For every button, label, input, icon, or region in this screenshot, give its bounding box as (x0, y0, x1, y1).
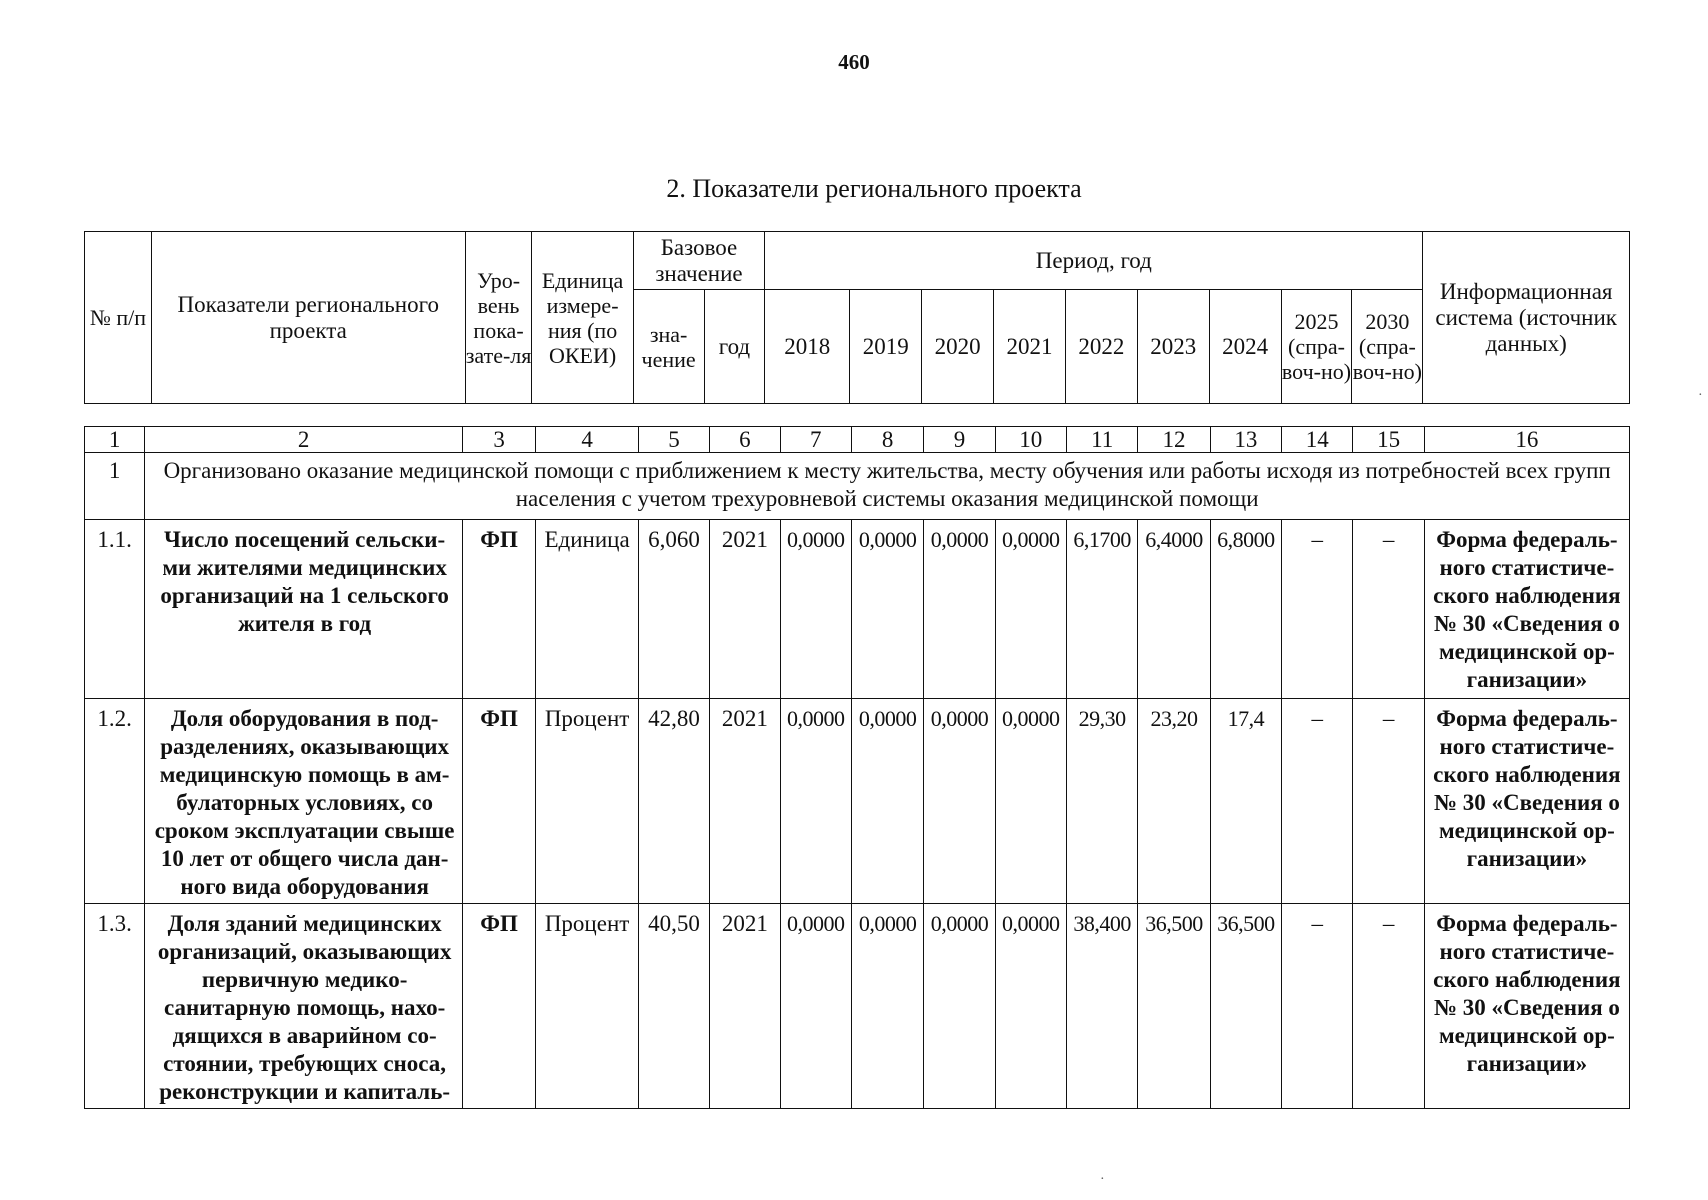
year-value: 36,500 (1210, 904, 1281, 1109)
column-number: 2 (145, 427, 463, 453)
column-number: 6 (710, 427, 780, 453)
year-value: 29,30 (1066, 699, 1137, 904)
header-year: 2022 (1065, 290, 1137, 404)
year-value: 38,400 (1066, 904, 1137, 1109)
header-year: 2024 (1209, 290, 1281, 404)
column-number: 12 (1138, 427, 1210, 453)
header-year: 2019 (850, 290, 922, 404)
indicators-table-header (84, 231, 1630, 404)
year-value: 0,0000 (924, 904, 995, 1109)
header-unit: Единица измере-ния (по ОКЕИ) (532, 232, 633, 404)
ref-2025-value: – (1282, 520, 1353, 699)
column-number: 5 (638, 427, 709, 453)
year-value: 0,0000 (924, 699, 995, 904)
base-value: 42,80 (638, 699, 709, 904)
column-number: 7 (780, 427, 851, 453)
header-year: 2020 (922, 290, 994, 404)
header-year: 2018 (765, 290, 850, 404)
page-number: 460 (838, 50, 870, 74)
column-number: 15 (1353, 427, 1424, 453)
year-value: 0,0000 (851, 904, 923, 1109)
column-number: 13 (1210, 427, 1281, 453)
row-number: 1.3. (85, 904, 145, 1109)
year-value: 17,4 (1210, 699, 1281, 904)
header-no: № п/п (85, 232, 152, 404)
table-row (85, 520, 1630, 699)
base-year: 2021 (710, 699, 780, 904)
header-info-system: Информационная система (источник данных) (1423, 232, 1630, 404)
year-value: 6,4000 (1138, 520, 1210, 699)
year-value: 6,1700 (1066, 520, 1137, 699)
scan-speck: · (1100, 1172, 1105, 1187)
header-base-year: год (704, 290, 765, 404)
header-level: Уро-вень пока-зате-ля (465, 232, 532, 404)
header-year: 2021 (994, 290, 1066, 404)
year-value: 0,0000 (851, 520, 923, 699)
indicators-table-body (84, 426, 1630, 1109)
year-value: 0,0000 (780, 904, 851, 1109)
section-number: 1 (85, 453, 145, 520)
info-source: Форма федераль-ного статистиче-ского наблюдения № 30 «Сведения о медицинской ор-ганизации» (1424, 904, 1629, 1109)
column-number: 14 (1282, 427, 1353, 453)
header-ref-2030: 2030 (спра-воч-но) (1352, 290, 1423, 404)
ref-2025-value: – (1282, 699, 1353, 904)
column-number: 8 (851, 427, 923, 453)
base-value: 6,060 (638, 520, 709, 699)
column-numbers-row (85, 427, 1630, 453)
column-number: 16 (1424, 427, 1629, 453)
row-number: 1.2. (85, 699, 145, 904)
header-base: Базовое значение (633, 232, 765, 290)
column-number: 4 (536, 427, 639, 453)
base-year: 2021 (710, 520, 780, 699)
column-number: 3 (462, 427, 535, 453)
year-value: 23,20 (1138, 699, 1210, 904)
ref-2025-value: – (1282, 904, 1353, 1109)
section-row (85, 453, 1630, 520)
scan-speck: · (1698, 388, 1703, 403)
table-row (85, 904, 1630, 1109)
year-value: 0,0000 (995, 520, 1066, 699)
page-title: 2. Показатели регионального проекта (666, 174, 1082, 203)
indicator-level: ФП (462, 520, 535, 699)
indicator-unit: Процент (536, 904, 639, 1109)
info-source: Форма федераль-ного статистиче-ского наблюдения № 30 «Сведения о медицинской ор-ганизации» (1424, 520, 1629, 699)
year-value: 0,0000 (851, 699, 923, 904)
indicator-level: ФП (462, 699, 535, 904)
ref-2030-value: – (1353, 699, 1424, 904)
ref-2030-value: – (1353, 520, 1424, 699)
indicator-unit: Процент (536, 699, 639, 904)
year-value: 0,0000 (780, 699, 851, 904)
header-base-value: зна-чение (633, 290, 704, 404)
year-value: 36,500 (1138, 904, 1210, 1109)
indicator-level: ФП (462, 904, 535, 1109)
year-value: 0,0000 (995, 699, 1066, 904)
table-row (85, 699, 1630, 904)
ref-2030-value: – (1353, 904, 1424, 1109)
header-year: 2023 (1137, 290, 1209, 404)
indicator-name: Доля зданий медицинских организаций, оказывающих первичную медико-санитарную помощь, нахо-дящихся в аварийном со-стоянии, требующих сноса, реконструкции и капиталь- (145, 904, 463, 1109)
column-number: 9 (924, 427, 995, 453)
indicator-name: Число посещений сельски-ми жителями медицинских организаций на 1 сельского жителя в год (145, 520, 463, 699)
year-value: 0,0000 (924, 520, 995, 699)
year-value: 6,8000 (1210, 520, 1281, 699)
column-number: 10 (995, 427, 1066, 453)
column-number: 1 (85, 427, 145, 453)
year-value: 0,0000 (995, 904, 1066, 1109)
indicator-name: Доля оборудования в под-разделениях, оказывающих медицинскую помощь в ам-булаторных условиях, со сроком эксплуатации свыше 10 лет от общего числа дан-ного вида оборудования (145, 699, 463, 904)
base-year: 2021 (710, 904, 780, 1109)
column-number: 11 (1066, 427, 1137, 453)
header-period: Период, год (765, 232, 1423, 290)
info-source: Форма федераль-ного статистиче-ского наблюдения № 30 «Сведения о медицинской ор-ганизации» (1424, 699, 1629, 904)
section-title: Организовано оказание медицинской помощи с приближением к месту жительства, месту обучения или работы исходя из потребностей всех групп населения с учетом трехуровневой системы оказания медицинской помощи (145, 453, 1630, 520)
row-number: 1.1. (85, 520, 145, 699)
header-ref-2025: 2025 (спра-воч-но) (1281, 290, 1352, 404)
base-value: 40,50 (638, 904, 709, 1109)
year-value: 0,0000 (780, 520, 851, 699)
header-indicator: Показатели регионального проекта (151, 232, 465, 404)
indicator-unit: Единица (536, 520, 639, 699)
